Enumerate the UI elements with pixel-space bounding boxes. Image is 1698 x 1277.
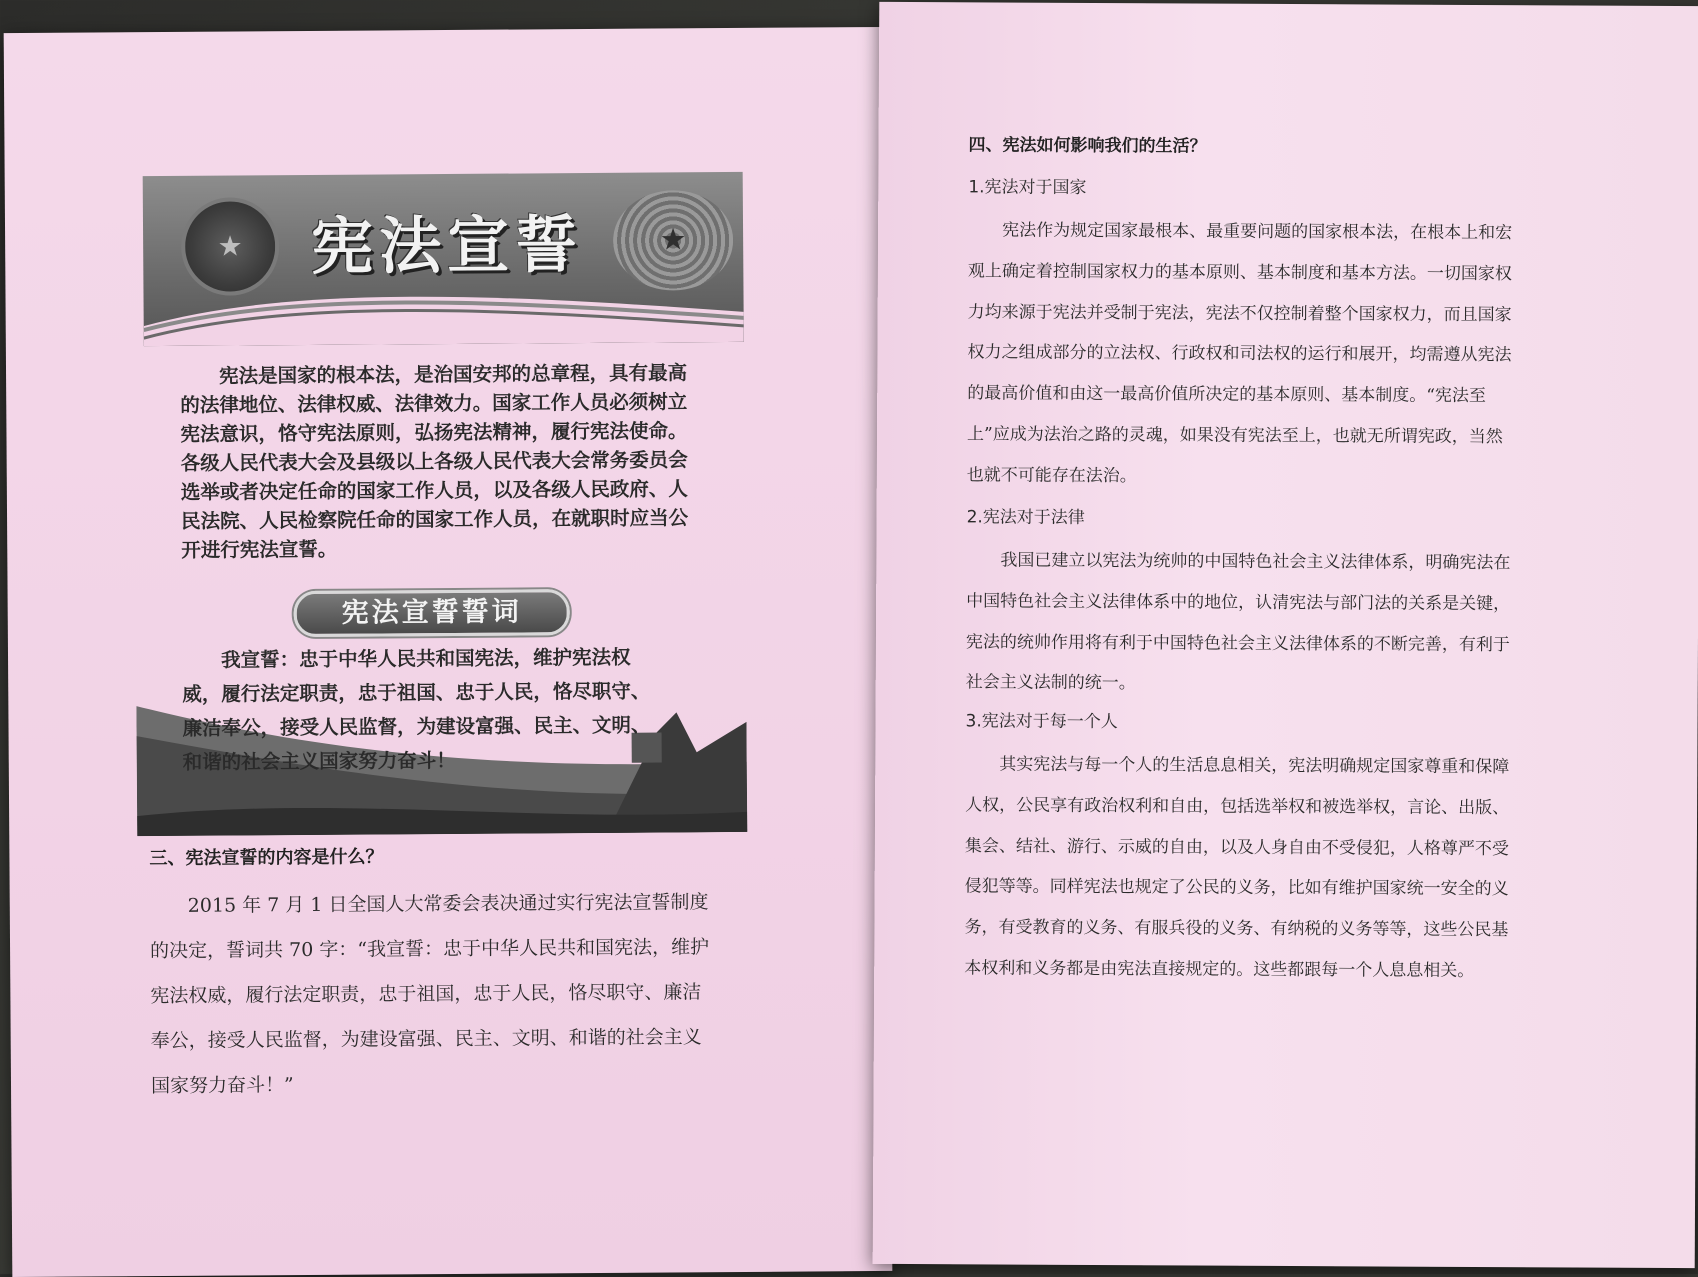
star-dome-icon: ★ <box>613 190 734 291</box>
banner-title: 宪法宣誓 <box>310 208 584 283</box>
paragraph-state: 宪法作为规定国家最根本、最重要问题的国家根本法，在根本上和宏观上确定着控制国家权力的基本原则、基本制度和基本方法。一切国家权力均来源于宪法并受制于宪法，宪法不仅控制着整个国家权力，而且国家权力之组成部分的立法权、行政权和司法权的运行和展开，均需遵从宪法的最高价值和由这一最高价值所决定的基本原则、基本制度。“宪法至上”应成为法治之路的灵魂，如果没有宪法至上，也就无所谓宪政，当然也就不可能存在法治。 <box>966 220 1513 486</box>
oath-flyer <box>133 172 748 836</box>
oath-banner <box>143 172 744 346</box>
right-page <box>873 2 1698 1268</box>
paragraph-law: 我国已建立以宪法为统帅的中国特色社会主义法律体系，明确宪法在中国特色社会主义法律体系中的地位，认清宪法与部门法的关系是关键，宪法的统帅作用将有利于中国特色社会主义法律体系的不断完善，有利于社会主义法制的统一。 <box>965 550 1511 694</box>
national-emblem-icon: ★ <box>181 197 280 296</box>
banner-wave <box>143 282 743 346</box>
section3-heading: 三、宪法宣誓的内容是什么？ <box>149 846 384 870</box>
section4-heading: 四、宪法如何影响我们的生活？ <box>968 135 1207 157</box>
subheading-state: 1.宪法对于国家 <box>968 177 1087 198</box>
intro-paragraph: 宪法是国家的根本法，是治国安邦的总章程，具有最高的法律地位、法律权威、法律效力。国家工作人员必须树立宪法意识，恪守宪法原则，弘扬宪法精神，履行宪法使命。各级人民代表大会及县级以上各级人民代表大会常务委员会选举或者决定任命的国家工作人员，以及各级人民政府、人民法院、人民检察院任命的国家工作人员，在就职时应当公开进行宪法宣誓。 <box>180 361 689 562</box>
section3-paragraph: 2015 年 7 月 1 日全国人大常委会表决通过实行宪法宣誓制度的决定，誓词共 70 字：“我宣誓：忠于中华人民共和国宪法，维护宪法权威，履行法定职责，忠于祖国，忠于人民，恪尽职守、廉洁奉公，接受人民监督，为建设富强、民主、文明、和谐的社会主义国家努力奋斗！” <box>150 891 710 1098</box>
left-page <box>4 27 893 1277</box>
oath-text: 我宣誓：忠于中华人民共和国宪法，维护宪法权威，履行法定职责，忠于祖国、忠于人民，恪尽职守、廉洁奉公，接受人民监督，为建设富强、民主、文明、和谐的社会主义国家努力奋斗！ <box>182 645 651 774</box>
subheading-individual: 3.宪法对于每一个人 <box>965 711 1118 733</box>
oath-heading-badge: 宪法宣誓誓词 <box>294 589 570 637</box>
subheading-law: 2.宪法对于法律 <box>966 507 1085 528</box>
paragraph-individual: 其实宪法与每一个人的生活息息相关，宪法明确规定国家尊重和保障人权，公民享有政治权利和自由，包括选举权和被选举权，言论、出版、集会、结社、游行、示威的自由，以及人身自由不受侵犯，人格尊严不受侵犯等等。同样宪法也规定了公民的义务，比如有维护国家统一安全的义务，有受教育的义务、有服兵役的义务、有纳税的义务等等，这些公民基本权利和义务都是由宪法直接规定的。这些都跟每一个人息息相关。 <box>964 754 1510 981</box>
